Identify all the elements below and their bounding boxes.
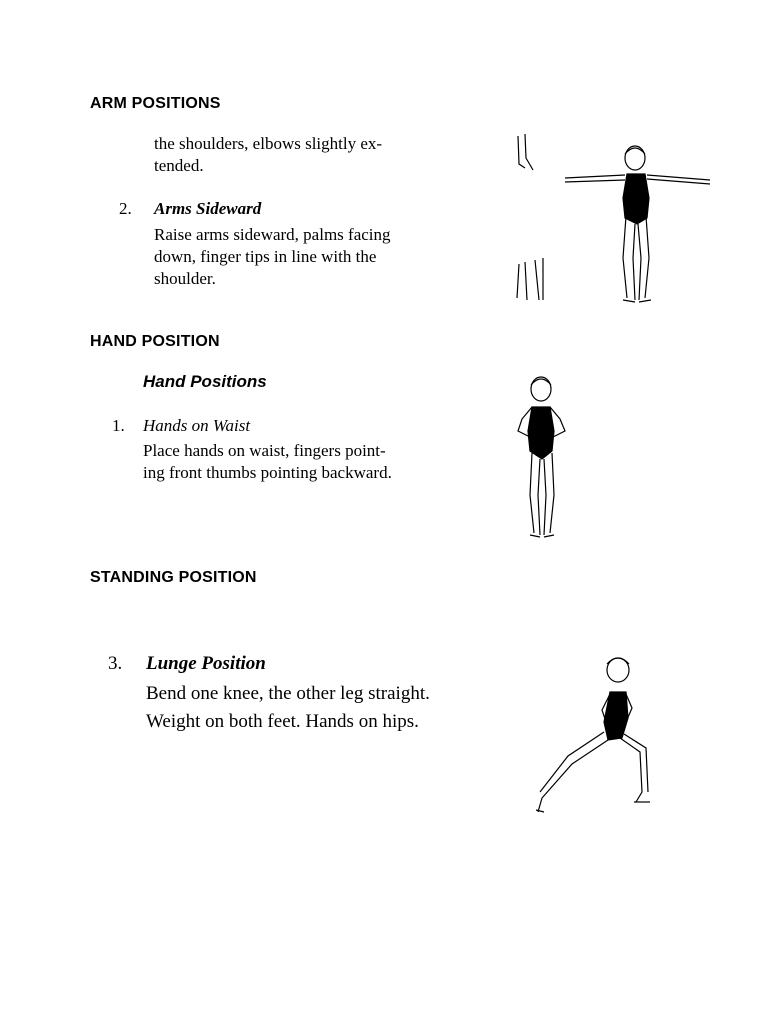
arm-item-number: 2. — [119, 199, 132, 218]
arms-sideward-figure — [505, 128, 720, 308]
arm-positions-heading: ARM POSITIONS — [90, 95, 221, 112]
arm-item-title: Arms Sideward — [154, 199, 262, 218]
standing-item-title: Lunge Position — [146, 653, 266, 674]
hand-item-line-2: ing front thumbs pointing backward. — [143, 463, 392, 482]
standing-item-number: 3. — [108, 653, 123, 674]
arm-item-line-3: shoulder. — [154, 269, 216, 288]
lunge-figure — [532, 652, 657, 817]
standing-item-line-2: Weight on both feet. Hands on hips. — [146, 711, 419, 732]
leg-fragment-top — [518, 136, 525, 168]
hand-item-line-1: Place hands on waist, fingers point- — [143, 441, 386, 460]
hands-on-waist-figure — [510, 375, 575, 540]
standing-item-line-1: Bend one knee, the other leg straight. — [146, 683, 430, 704]
hand-positions-subtitle: Hand Positions — [143, 372, 267, 391]
arm-item-line-1: Raise arms sideward, palms facing — [154, 225, 391, 244]
standing-position-heading: STANDING POSITION — [90, 569, 257, 586]
arm-item-line-2: down, finger tips in line with the — [154, 247, 377, 266]
hand-item-title: Hands on Waist — [143, 416, 251, 435]
arm-continued-line-2: tended. — [154, 156, 204, 175]
leg-fragment-bottom — [517, 258, 543, 300]
hand-position-heading: HAND POSITION — [90, 333, 220, 350]
hand-item-number: 1. — [112, 416, 125, 435]
arm-continued-line-1: the shoulders, elbows slightly ex- — [154, 134, 383, 153]
